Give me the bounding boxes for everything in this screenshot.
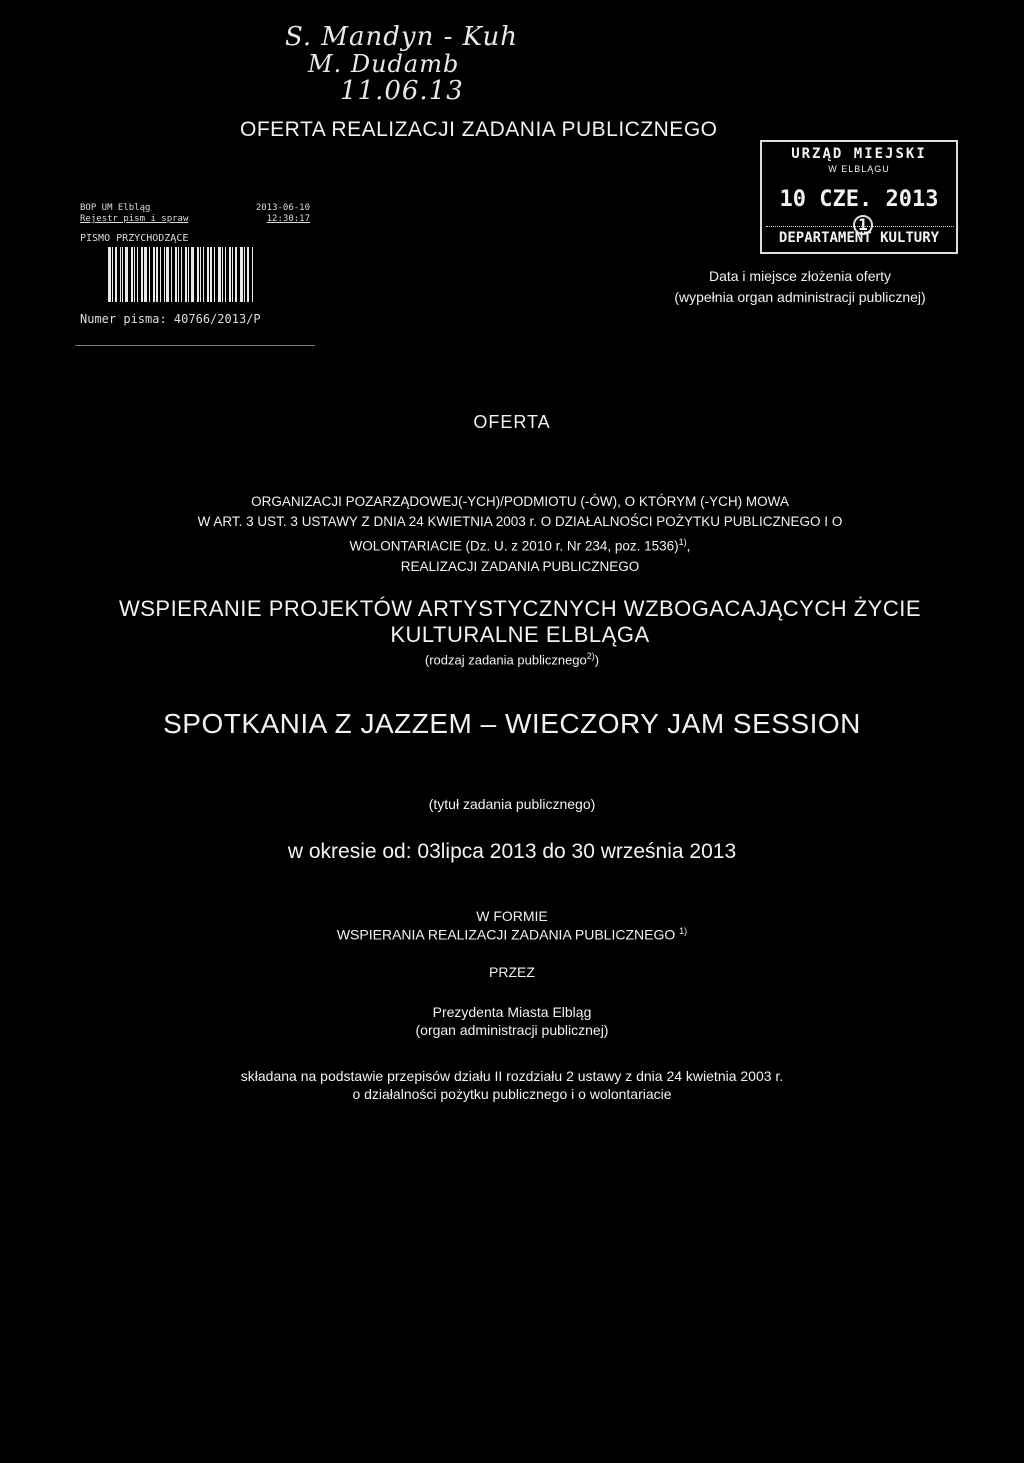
barcode-bar (203, 247, 204, 302)
barcode-bar (191, 247, 194, 302)
stamp-department: DEPARTAMENT KULTURY (778, 230, 940, 246)
barcode-bar (164, 247, 165, 302)
barcode-bar (178, 247, 179, 302)
barcode-bar (122, 247, 123, 302)
barcode-bar (134, 247, 135, 302)
by-label: PRZEZ (489, 964, 535, 980)
barcode-bar (156, 247, 158, 302)
stamp-divider (766, 226, 954, 228)
registration-time: 12:30:17 (266, 214, 310, 224)
barcode-bar (247, 247, 249, 302)
barcode-bar (222, 247, 223, 302)
barcode-bar (166, 247, 169, 302)
signature-line-1: S. Mandyn - Kuh (285, 22, 519, 52)
stamp-office-name: URZĄD MIEJSKI (791, 146, 927, 162)
date-place-note (620, 266, 980, 308)
form-value (0, 926, 1024, 943)
barcode-bar (225, 247, 226, 302)
task-type-line-2: KULTURALNE ELBLĄGA (390, 622, 650, 647)
legal-basis-line-2: o działalności pożytku publicznego i o wolontariacie (352, 1086, 672, 1102)
barcode-bar (108, 247, 111, 302)
barcode-bar (210, 247, 212, 302)
task-type (70, 596, 970, 648)
divider (75, 345, 315, 346)
barcode-bar (244, 247, 245, 302)
organization-intro (160, 492, 880, 577)
barcode-bar (235, 247, 237, 302)
barcode-bar (149, 247, 150, 302)
form-value-text: WSPIERANIA REALIZACJI ZADANIA PUBLICZNEGO (336, 926, 676, 943)
registration-block (80, 203, 310, 244)
task-title-caption: (tytuł zadania publicznego) (428, 796, 596, 812)
president-name: Prezydenta Miasta Elbląg (432, 1004, 592, 1020)
circled-number-icon: 1 (853, 215, 873, 235)
barcode-bar (229, 247, 231, 302)
offer-heading: OFERTA (473, 412, 551, 432)
barcode-bar (232, 247, 233, 302)
signature-date: 11.06.13 (340, 76, 464, 106)
barcode-bar (207, 247, 209, 302)
task-type-line-1: WSPIERANIE PROJEKTÓW ARTYSTYCZNYCH WZBOGACAJĄCYCH ŻYCIE (118, 596, 922, 621)
document-header-title: OFERTA REALIZACJI ZADANIA PUBLICZNEGO (240, 118, 718, 141)
footnote-mark: 1) (678, 537, 687, 547)
org-intro-line-1: ORGANIZACJI POZARZĄDOWEJ(-YCH)/PODMIOTU (-ÓW), O KTÓRYM (-YCH) MOWA (251, 494, 789, 509)
barcode-bar (112, 247, 113, 302)
task-title: SPOTKANIA Z JAZZEM – WIECZORY JAM SESSION (163, 708, 861, 739)
barcode-bar (137, 247, 138, 302)
stamp-date-text: 10 CZE. 2013 (779, 187, 939, 212)
barcode-bar (240, 247, 243, 302)
registration-type: PISMO PRZYCHODZĄCE (80, 233, 189, 244)
office-stamp (760, 140, 958, 254)
date-note-line-2: (wypełnia organ administracji publicznej) (674, 289, 926, 305)
barcode-bar (160, 247, 161, 302)
barcode-bar (115, 247, 117, 302)
barcode-bar (218, 247, 221, 302)
task-type-caption-text: (rodzaj zadania publicznego (424, 652, 587, 668)
date-note-line-1: Data i miejsce złożenia oferty (708, 268, 892, 284)
legal-basis-line-1: składana na podstawie przepisów działu II rozdziału 2 ustawy z dnia 24 kwietnia 2003 r. (240, 1068, 784, 1084)
barcode-bar (181, 247, 182, 302)
registration-date: 2013-06-10 (255, 203, 310, 213)
registration-office: BOP UM Elbląg (80, 203, 151, 213)
barcode-bar (153, 247, 155, 302)
task-type-caption (0, 651, 1024, 667)
barcode-bar (200, 247, 201, 302)
barcode-bar (144, 247, 147, 302)
registration-register: Rejestr pism i spraw (80, 214, 189, 224)
org-intro-line-2: W ART. 3 UST. 3 USTAWY Z DNIA 24 KWIETNIA 2003 r. O DZIAŁALNOŚCI POŻYTKU PUBLICZNEGO I O (197, 514, 843, 529)
task-type-caption-end: ) (594, 652, 600, 668)
form-label: W FORMIE (476, 908, 548, 924)
barcode-bar (188, 247, 189, 302)
barcode-bar (175, 247, 177, 302)
barcode-bar (185, 247, 187, 302)
barcode-bar (141, 247, 143, 302)
barcode-bar (171, 247, 172, 302)
barcode-bar (214, 247, 215, 302)
registration-number: Numer pisma: 40766/2013/P (80, 312, 261, 326)
barcode-bar (197, 247, 199, 302)
signature-line-2: M. Dudamb (308, 50, 460, 78)
footnote-mark: 1) (679, 926, 688, 936)
barcode-bar (125, 247, 128, 302)
footnote-mark: 2) (586, 651, 595, 661)
stamp-city: W ELBLĄGU (828, 164, 890, 174)
organ-caption: (organ administracji publicznej) (415, 1022, 609, 1038)
barcode-bar (252, 247, 253, 302)
org-intro-line-4: REALIZACJI ZADANIA PUBLICZNEGO (400, 558, 640, 574)
task-period: w okresie od: 03lipca 2013 do 30 września 2013 (287, 840, 737, 863)
org-intro-line-3: WOLONTARIACIE (Dz. U. z 2010 r. Nr 234, poz. 1536)$^{1)}$, (349, 537, 691, 554)
barcode-bar (120, 247, 121, 302)
barcode (108, 247, 288, 302)
barcode-bar (131, 247, 133, 302)
org-intro-line-3-text: WOLONTARIACIE (Dz. U. z 2010 r. Nr 234, poz. 1536) (349, 538, 679, 554)
